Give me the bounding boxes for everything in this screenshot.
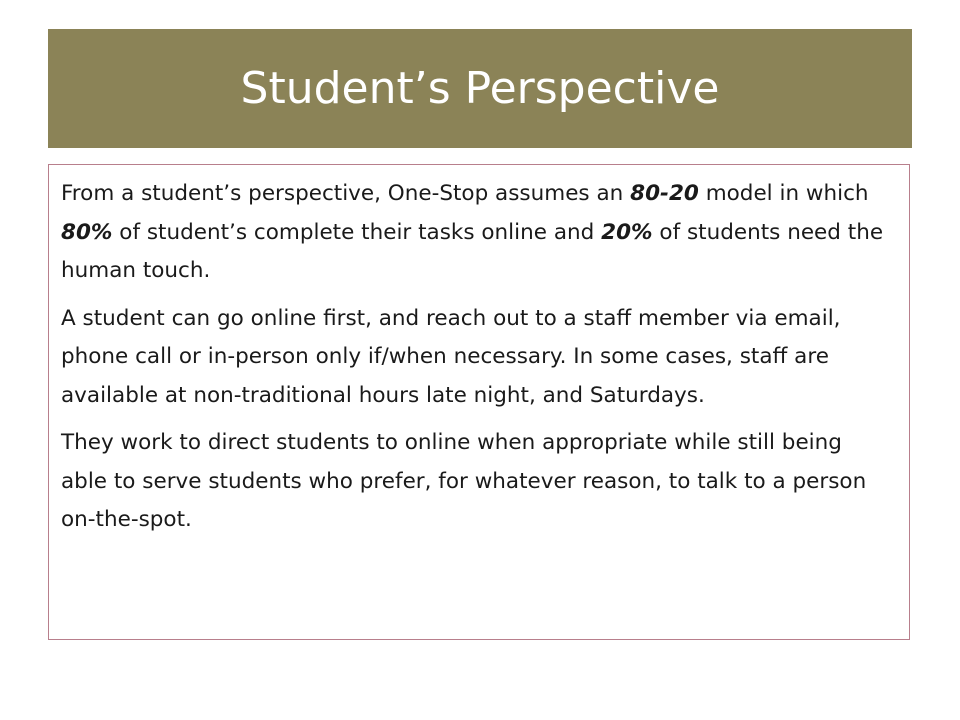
emphasis-80-20: 80-20 [630,181,699,206]
text-run: of student’s complete their tasks online and [112,219,602,245]
text-run: A student can go online first, and reach out to a staff member via email, phone call or in-person only if/when necessary. In some cases, staff are available at non-traditional hours late night, and Saturdays. [61,305,841,408]
emphasis-20-percent: 20% [601,219,653,245]
paragraph-direct-students [61,424,893,540]
text-run: model in which [698,181,869,206]
paragraph-online-first [61,300,893,416]
paragraph-intro [61,175,893,291]
title-bar [48,29,912,148]
slide-title: Student’s Perspective [240,63,720,114]
text-run: They work to direct students to online when appropriate while still being able to serve students who prefer, for whatever reason, to talk to a person on-the-spot. [61,430,867,532]
emphasis-80-percent: 80% [61,219,113,245]
text-run: From a student’s perspective, One-Stop assumes an [61,181,631,206]
text-run: of students need the human touch. [61,219,884,283]
content-box [48,164,910,640]
